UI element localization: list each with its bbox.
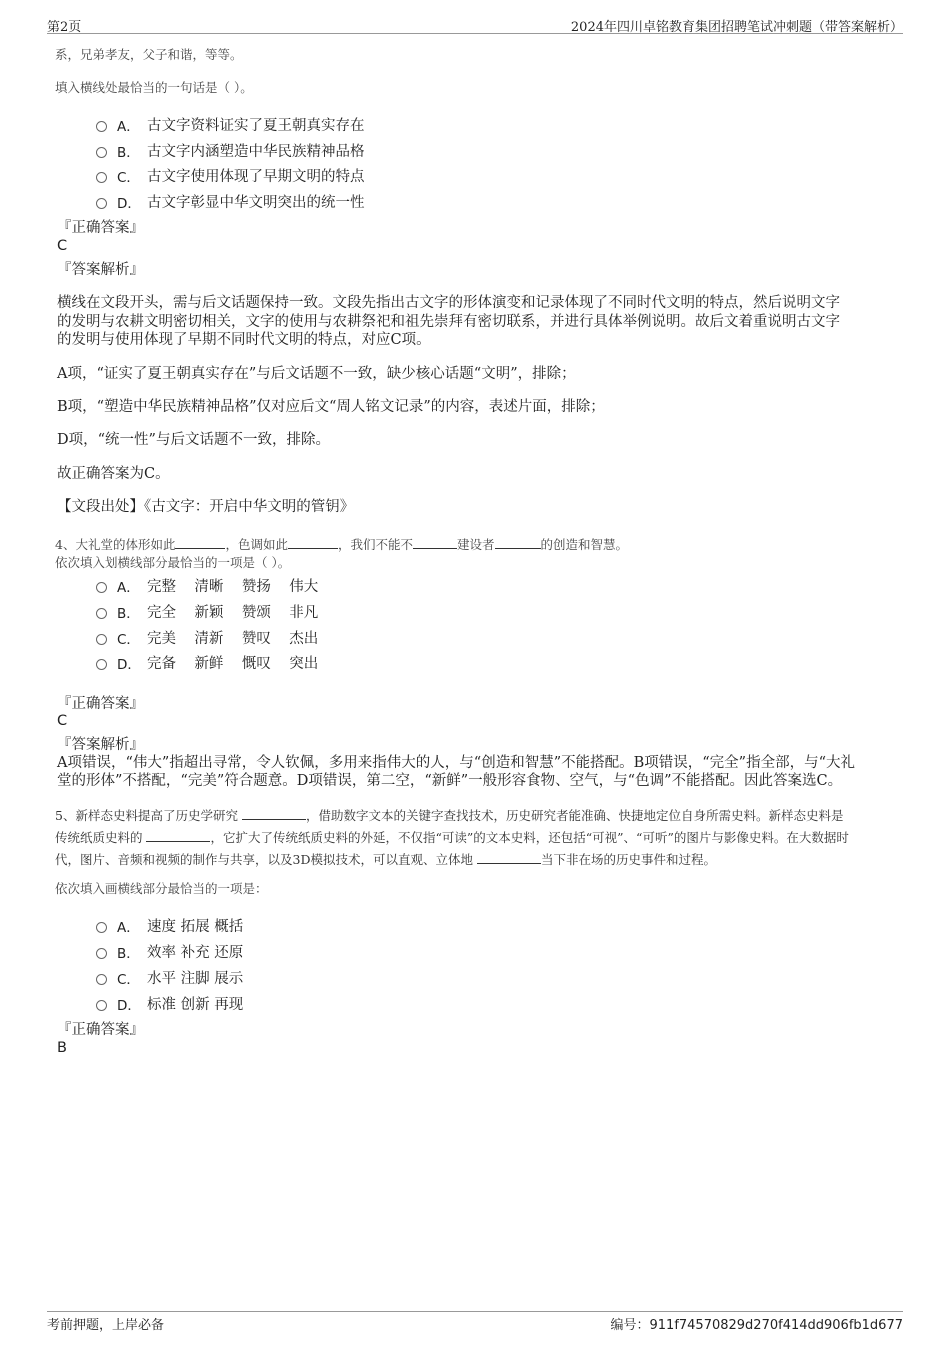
- q3-analysis-line-1: 横线在文段开头，需与后文话题保持一致。文段先指出古文字的形体演变和记录体现了不同时代文明的特点，然后说明文字: [57, 295, 840, 311]
- q3-option-d[interactable]: [96, 191, 365, 212]
- q4-answer: C: [57, 713, 68, 729]
- q3-analysis-heading: 『答案解析』: [57, 262, 144, 278]
- q4-stem: [55, 534, 628, 555]
- q3-answer: C: [57, 238, 68, 254]
- q5-answer-heading: 『正确答案』: [57, 1022, 144, 1038]
- radio-icon[interactable]: [96, 147, 107, 158]
- page-number: 第2页: [47, 20, 82, 35]
- option-label: C．: [117, 169, 140, 186]
- q4-stem-part: 的创造和智慧。: [540, 537, 629, 552]
- q3-analysis-line-2: 的发明与农耕文明密切相关，文字的使用与农耕祭祀和祖先崇拜有密切联系，并进行具体举例说明。故后文着重说明古文字: [57, 314, 840, 330]
- option-text: 古文字彰显中华文明突出的统一性: [147, 195, 365, 211]
- q3-option-b[interactable]: [96, 140, 365, 161]
- radio-icon[interactable]: [96, 634, 107, 645]
- q3-analysis-line-3: 的发明与使用体现了早期不同时代文明的特点，对应C项。: [57, 332, 431, 348]
- q3-analysis-d: D项，“统一性”与后文话题不一致，排除。: [57, 432, 330, 448]
- q5-stem-line-2: [55, 827, 900, 849]
- q5-stem-part: 代，图片、音频和视频的制作与共享，以及3D模拟技术，可以直观、立体地: [55, 852, 477, 867]
- option-text: 完美 清新 赞叹 杰出: [147, 631, 319, 647]
- q4-analysis-line-2: 堂的形体”不搭配，“完美”符合题意。D项错误，第二空，“新鲜”一般形容食物、空气，与“色调”不能搭配。因此答案选C。: [57, 773, 843, 789]
- q3-source: 【文段出处】《古文字：开启中华文明的管钥》: [57, 499, 355, 515]
- radio-icon[interactable]: [96, 172, 107, 183]
- q4-option-a[interactable]: [96, 575, 318, 596]
- q5-answer: B: [57, 1040, 67, 1056]
- q5-stem-line-3: [55, 849, 900, 871]
- document-title: 2024年四川卓铭教育集团招聘笔试冲刺题（带答案解析）: [570, 20, 903, 35]
- q4-option-b[interactable]: [96, 601, 318, 622]
- q5-option-b[interactable]: [96, 941, 243, 962]
- header-divider: [47, 33, 903, 34]
- radio-icon[interactable]: [96, 121, 107, 132]
- q3-continuation: 系，兄弟孝友，父子和谐，等等。: [55, 47, 243, 62]
- q4-analysis-line-1: A项错误，“伟大”指超出寻常，令人钦佩，多用来指伟大的人，与“创造和智慧”不能搭配。B项错误，“完全”指全部，与“大礼: [57, 755, 856, 771]
- document-serial: [610, 1314, 903, 1333]
- option-text: 速度 拓展 概括: [147, 919, 244, 935]
- q4-stem-part: 4、大礼堂的体形如此: [55, 537, 176, 552]
- q3-option-a[interactable]: [96, 114, 365, 135]
- option-text: 完全 新颖 赞颂 非凡: [147, 605, 319, 621]
- blank-line: [146, 827, 210, 842]
- q4-option-d[interactable]: [96, 652, 318, 673]
- q5-stem-part: 5、新样态史料提高了历史学研究: [55, 808, 242, 823]
- option-label: C．: [117, 631, 140, 648]
- q4-stem-part: ，我们不能不: [337, 537, 413, 552]
- option-text: 古文字使用体现了早期文明的特点: [147, 169, 365, 185]
- blank-line: [413, 534, 457, 549]
- q4-stem-part: ，色调如此: [225, 537, 288, 552]
- q4-stem-part: 建设者: [457, 537, 495, 552]
- q3-conclusion: 故正确答案为C。: [57, 466, 170, 482]
- serial-number: 911f74570829d270f414dd906fb1d677: [649, 1318, 903, 1333]
- blank-line: [242, 805, 306, 820]
- option-label: D．: [117, 656, 141, 673]
- option-text: 古文字内涵塑造中华民族精神品格: [147, 144, 365, 160]
- radio-icon[interactable]: [96, 608, 107, 619]
- q5-stem-part: ，它扩大了传统纸质史料的外延，不仅指“可读”的文本史料，还包括“可视”、“可听”的图片与影像史料。在大数据时: [210, 830, 849, 845]
- q5-stem-part: 当下非在场的历史事件和过程。: [540, 852, 716, 867]
- q4-answer-heading: 『正确答案』: [57, 696, 144, 712]
- option-text: 完备 新鲜 慨叹 突出: [147, 656, 319, 672]
- option-label: D．: [117, 195, 141, 212]
- blank-line: [175, 534, 225, 549]
- blank-line: [477, 849, 541, 864]
- q3-analysis-b: B项，“塑造中华民族精神品格”仅对应后文“周人铭文记录”的内容，表述片面，排除；: [57, 399, 605, 415]
- radio-icon[interactable]: [96, 198, 107, 209]
- q5-option-d[interactable]: [96, 993, 243, 1014]
- q5-stem-part: ，借助数字文本的关键字查找技术，历史研究者能准确、快捷地定位自身所需史料。新样态史料是: [305, 808, 844, 823]
- option-text: 标准 创新 再现: [147, 997, 244, 1013]
- serial-label: 编号：: [610, 1318, 650, 1333]
- q4-option-c[interactable]: [96, 627, 318, 648]
- radio-icon[interactable]: [96, 1000, 107, 1011]
- option-label: A．: [117, 118, 140, 135]
- option-label: A．: [117, 579, 140, 596]
- q4-prompt: 依次填入划横线部分最恰当的一项是（ ）。: [55, 555, 291, 570]
- radio-icon[interactable]: [96, 922, 107, 933]
- q5-prompt: 依次填入画横线部分最恰当的一项是：: [55, 881, 268, 896]
- footer-divider: [47, 1311, 903, 1312]
- footer-slogan: 考前押题，上岸必备: [47, 1318, 165, 1333]
- option-text: 完整 清晰 赞扬 伟大: [147, 579, 319, 595]
- blank-line: [288, 534, 338, 549]
- option-label: B．: [117, 945, 140, 962]
- option-label: C．: [117, 971, 140, 988]
- option-label: D．: [117, 997, 141, 1014]
- q5-option-a[interactable]: [96, 915, 243, 936]
- q3-prompt: 填入横线处最恰当的一句话是（ ）。: [55, 80, 253, 95]
- option-text: 水平 注脚 展示: [147, 971, 244, 987]
- radio-icon[interactable]: [96, 582, 107, 593]
- radio-icon[interactable]: [96, 974, 107, 985]
- q3-analysis-a: A项，“证实了夏王朝真实存在”与后文话题不一致，缺少核心话题“文明”，排除；: [57, 366, 576, 382]
- option-text: 古文字资料证实了夏王朝真实存在: [147, 118, 365, 134]
- q4-analysis-heading: 『答案解析』: [57, 737, 144, 753]
- q5-stem: [55, 805, 900, 871]
- q3-answer-heading: 『正确答案』: [57, 220, 144, 236]
- option-label: B．: [117, 605, 140, 622]
- q5-option-c[interactable]: [96, 967, 243, 988]
- option-text: 效率 补充 还原: [147, 945, 244, 961]
- option-label: B．: [117, 144, 140, 161]
- q3-option-c[interactable]: [96, 165, 365, 186]
- blank-line: [495, 534, 541, 549]
- option-label: A．: [117, 919, 140, 936]
- q5-stem-line-1: [55, 805, 900, 827]
- radio-icon[interactable]: [96, 659, 107, 670]
- q5-stem-part: 传统纸质史料的: [55, 830, 147, 845]
- radio-icon[interactable]: [96, 948, 107, 959]
